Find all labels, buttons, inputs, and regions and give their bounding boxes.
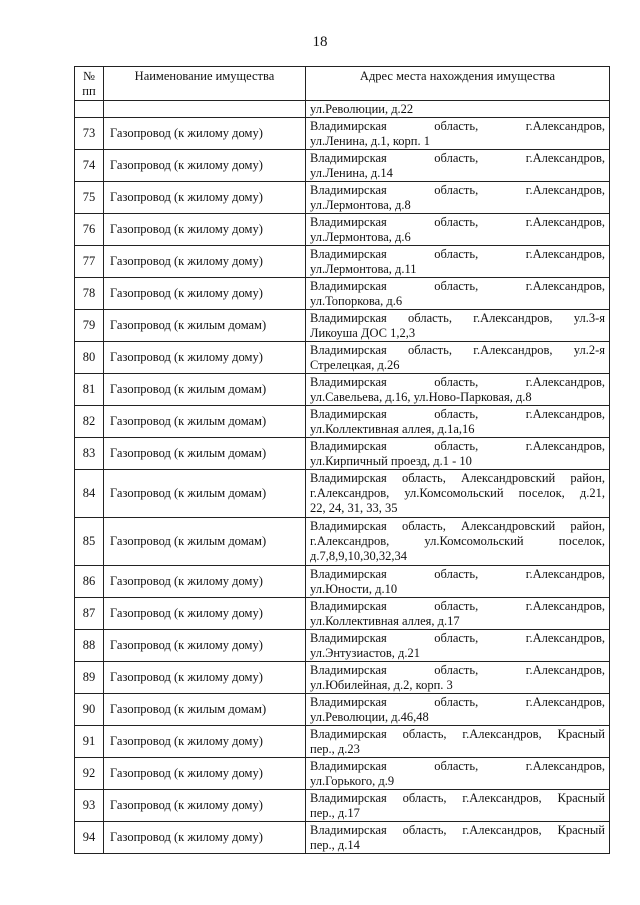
address-line: Владимирская область, г.Александров, <box>310 374 605 389</box>
address-line: пер., д.23 <box>310 741 360 756</box>
page-number: 18 <box>312 34 328 50</box>
address-line: ул.Коллективная аллея, д.1а,16 <box>310 421 475 436</box>
address-line: Владимирская область, г.Александров, <box>310 598 605 613</box>
continuation-row <box>75 101 610 118</box>
row-number: 77 <box>75 246 104 278</box>
row-property-name: Газопровод (к жилому дому) <box>104 566 306 598</box>
address-line: Ликоуша ДОС 1,2,3 <box>310 325 416 340</box>
address-line: ул.Энтузиастов, д.21 <box>310 645 420 660</box>
row-number: 87 <box>75 598 104 630</box>
address-line: Владимирская область, г.Александров, <box>310 118 605 133</box>
table-row <box>75 214 610 246</box>
address-line: ул.Лермонтова, д.8 <box>310 197 411 212</box>
address-line: Владимирская область, г.Александров, <box>310 694 605 709</box>
table-row <box>75 598 610 630</box>
row-address <box>306 150 610 182</box>
address-line: Владимирская область, г.Александров, ул.3-я <box>310 310 605 325</box>
table-row <box>75 150 610 182</box>
address-line: ул.Ленина, д.14 <box>310 165 393 180</box>
address-line: ул.Революции, д.46,48 <box>310 709 429 724</box>
table-row <box>75 694 610 726</box>
address-line: Владимирская область, г.Александров, <box>310 758 605 773</box>
row-property-name: Газопровод (к жилым домам) <box>104 438 306 470</box>
row-property-name: Газопровод (к жилому дому) <box>104 726 306 758</box>
row-address <box>306 630 610 662</box>
row-number: 78 <box>75 278 104 310</box>
table-row <box>75 278 610 310</box>
address-line: ул.Коллективная аллея, д.17 <box>310 613 460 628</box>
row-property-name: Газопровод (к жилому дому) <box>104 662 306 694</box>
table-row <box>75 118 610 150</box>
address-line: ул.Горького, д.9 <box>310 773 395 788</box>
table-row <box>75 518 610 566</box>
row-number: 80 <box>75 342 104 374</box>
row-address <box>306 214 610 246</box>
row-property-name: Газопровод (к жилым домам) <box>104 518 306 566</box>
row-number: 89 <box>75 662 104 694</box>
address-line: ул.Юбилейная, д.2, корп. 3 <box>310 677 453 692</box>
row-number: 82 <box>75 406 104 438</box>
row-property-name: Газопровод (к жилому дому) <box>104 342 306 374</box>
row-number: 75 <box>75 182 104 214</box>
row-property-name: Газопровод (к жилому дому) <box>104 822 306 854</box>
row-property-name: Газопровод (к жилому дому) <box>104 246 306 278</box>
row-number: 84 <box>75 470 104 518</box>
table-row <box>75 470 610 518</box>
row-address <box>306 758 610 790</box>
address-line: Владимирская область, г.Александров, <box>310 278 605 293</box>
row-number: 86 <box>75 566 104 598</box>
table-row <box>75 246 610 278</box>
row-property-name: Газопровод (к жилому дому) <box>104 630 306 662</box>
continuation-address: ул.Революции, д.22 <box>306 101 610 118</box>
row-address <box>306 246 610 278</box>
table-row <box>75 726 610 758</box>
row-property-name: Газопровод (к жилому дому) <box>104 758 306 790</box>
address-line: г.Александров, ул.Комсомольский поселок, д.21, <box>310 486 605 500</box>
row-address <box>306 182 610 214</box>
row-number: 93 <box>75 790 104 822</box>
address-line: ул.Юности, д.10 <box>310 581 398 596</box>
row-number: 74 <box>75 150 104 182</box>
row-address <box>306 726 610 758</box>
property-table <box>74 66 610 854</box>
header-number-abbr: пп <box>82 84 96 98</box>
row-property-name: Газопровод (к жилому дому) <box>104 182 306 214</box>
row-address <box>306 822 610 854</box>
header-property-name: Наименование имущества <box>104 67 306 101</box>
row-property-name: Газопровод (к жилым домам) <box>104 310 306 342</box>
row-address <box>306 374 610 406</box>
address-line: пер., д.14 <box>310 837 360 852</box>
row-property-name: Газопровод (к жилому дому) <box>104 278 306 310</box>
row-number: 88 <box>75 630 104 662</box>
row-number: 94 <box>75 822 104 854</box>
table-row <box>75 182 610 214</box>
address-line: Владимирская область, г.Александров, Красный <box>310 822 605 837</box>
address-line: г.Александров, ул.Комсомольский поселок, <box>310 534 605 548</box>
address-line: Владимирская область, г.Александров, <box>310 438 605 453</box>
row-number: 91 <box>75 726 104 758</box>
row-address <box>306 118 610 150</box>
table-header-row <box>75 67 610 101</box>
row-address <box>306 278 610 310</box>
continuation-number <box>75 101 104 118</box>
row-address <box>306 310 610 342</box>
row-number: 76 <box>75 214 104 246</box>
header-address: Адрес места нахождения имущества <box>306 67 610 101</box>
address-line: ул.Лермонтова, д.11 <box>310 261 417 276</box>
address-line: 22, 24, 31, 33, 35 <box>310 501 398 515</box>
address-line: Владимирская область, г.Александров, <box>310 566 605 581</box>
row-number: 90 <box>75 694 104 726</box>
row-address <box>306 470 610 518</box>
row-property-name: Газопровод (к жилому дому) <box>104 598 306 630</box>
row-address <box>306 694 610 726</box>
address-line: Владимирская область, Александровский район, <box>310 519 605 533</box>
row-property-name: Газопровод (к жилому дому) <box>104 214 306 246</box>
row-property-name: Газопровод (к жилым домам) <box>104 374 306 406</box>
row-number: 85 <box>75 518 104 566</box>
address-line: Владимирская область, Александровский район, <box>310 471 605 485</box>
row-address <box>306 406 610 438</box>
table-row <box>75 662 610 694</box>
row-number: 73 <box>75 118 104 150</box>
row-property-name: Газопровод (к жилым домам) <box>104 470 306 518</box>
table-row <box>75 822 610 854</box>
address-line: Владимирская область, г.Александров, Красный <box>310 726 605 741</box>
table-row <box>75 374 610 406</box>
header-number-symbol: № <box>83 69 95 83</box>
row-number: 79 <box>75 310 104 342</box>
row-number: 92 <box>75 758 104 790</box>
header-number <box>75 67 104 101</box>
address-line: Стрелецкая, д.26 <box>310 357 400 372</box>
row-property-name: Газопровод (к жилому дому) <box>104 150 306 182</box>
continuation-name <box>104 101 306 118</box>
table-row <box>75 758 610 790</box>
address-line: Владимирская область, г.Александров, <box>310 182 605 197</box>
address-line: Владимирская область, г.Александров, <box>310 662 605 677</box>
row-address <box>306 662 610 694</box>
row-property-name: Газопровод (к жилым домам) <box>104 406 306 438</box>
address-line: ул.Топоркова, д.6 <box>310 293 403 308</box>
table-row <box>75 630 610 662</box>
address-line: ул.Савельева, д.16, ул.Ново-Парковая, д.8 <box>310 389 532 404</box>
address-line: пер., д.17 <box>310 805 360 820</box>
address-line: Владимирская область, г.Александров, <box>310 246 605 261</box>
row-number: 83 <box>75 438 104 470</box>
row-address <box>306 566 610 598</box>
row-address <box>306 598 610 630</box>
row-property-name: Газопровод (к жилому дому) <box>104 118 306 150</box>
row-property-name: Газопровод (к жилому дому) <box>104 790 306 822</box>
row-address <box>306 342 610 374</box>
table-row <box>75 310 610 342</box>
table-row <box>75 342 610 374</box>
address-line: Владимирская область, г.Александров, <box>310 214 605 229</box>
row-address <box>306 790 610 822</box>
row-address <box>306 438 610 470</box>
address-line: ул.Ленина, д.1, корп. 1 <box>310 133 430 148</box>
address-line: Владимирская область, г.Александров, Красный <box>310 790 605 805</box>
row-address <box>306 518 610 566</box>
address-line: Владимирская область, г.Александров, <box>310 406 605 421</box>
address-line: д.7,8,9,10,30,32,34 <box>310 549 407 563</box>
address-line: ул.Кирпичный проезд, д.1 - 10 <box>310 453 472 468</box>
address-line: Владимирская область, г.Александров, <box>310 630 605 645</box>
row-property-name: Газопровод (к жилым домам) <box>104 694 306 726</box>
table-row <box>75 566 610 598</box>
address-line: ул.Лермонтова, д.6 <box>310 229 411 244</box>
address-line: Владимирская область, г.Александров, ул.2-я <box>310 342 605 357</box>
table-row <box>75 438 610 470</box>
table-row <box>75 790 610 822</box>
address-line: Владимирская область, г.Александров, <box>310 150 605 165</box>
table-row <box>75 406 610 438</box>
row-number: 81 <box>75 374 104 406</box>
